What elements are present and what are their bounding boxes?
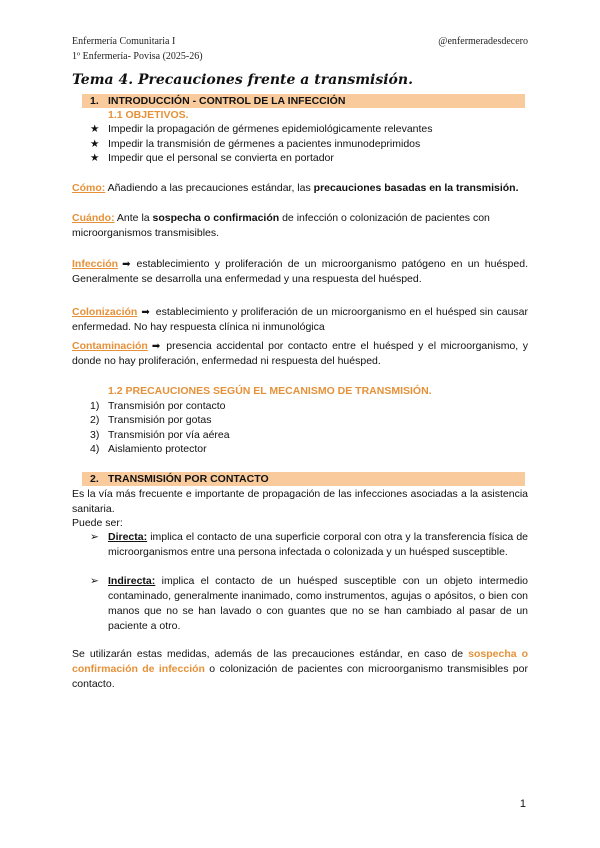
infeccion-paragraph: Infección ➡ establecimiento y proliferación de un microorganismo patógeno en un huésped. Generalmente se desarrolla una enfermedad y una respuesta del huésped. — [72, 258, 528, 285]
chevron-bullet-icon: ➢ — [90, 531, 99, 543]
star-bullet-icon: ★ — [90, 152, 100, 164]
list-number: 2) — [90, 414, 100, 426]
section-1-heading: INTRODUCCIÓN - CONTROL DE LA INFECCIÓN — [108, 95, 346, 107]
section-2-heading: TRANSMISIÓN POR CONTACTO — [108, 473, 269, 485]
right-arrow-icon: ➡ — [141, 307, 150, 318]
objective-item: ★ Impedir que el personal se convierta en portador — [90, 152, 334, 164]
objective-item: ★ Impedir la transmisión de gérmenes a pacientes inmunodeprimidos — [90, 138, 421, 150]
cuando-paragraph: Cuándo: Ante la sospecha o confirmación de infección o colonización de pacientes con microorganismos transmisibles. — [72, 212, 490, 239]
section-1-number: 1. — [90, 95, 99, 107]
subsection-1-2-heading: 1.2 PRECAUCIONES SEGÚN EL MECANISMO DE TRANSMISIÓN. — [108, 385, 432, 397]
header-course: Enfermería Comunitaria I — [72, 36, 176, 47]
star-bullet-icon: ★ — [90, 138, 100, 150]
chevron-bullet-icon: ➢ — [90, 575, 99, 587]
indirecta-paragraph: Indirecta: implica el contacto de un huésped susceptible con un objeto intermedio contaminado, generalmente inanimado, como instrumentos, agujas o apósitos, o bien con manos que no se han lavado o con guantes que no se han cambiado al pasar de un paciente a otro. — [108, 575, 528, 632]
right-arrow-icon: ➡ — [122, 259, 131, 270]
page-title: Tema 4. Precauciones frente a transmisión. — [72, 72, 413, 88]
contaminacion-paragraph: Contaminación ➡ presencia accidental por contacto entre el huésped y el microorganismo, y donde no hay proliferación, enfermedad ni respuesta del huésped. — [72, 340, 528, 367]
list-number: 4) — [90, 443, 100, 455]
directa-paragraph: Directa: implica el contacto de una superficie corporal con otra y la transferencia física de microorganismos entre una persona infectada o colonizada y un huésped susceptible. — [108, 531, 528, 558]
subsection-1-1-heading: 1.1 OBJETIVOS. — [108, 109, 189, 121]
header-handle: @enfermeradesdecero — [438, 36, 528, 47]
closing-paragraph: Se utilizarán estas medidas, además de las precauciones estándar, en caso de sospecha o confirmación de infección o colonización de pacientes con microorganismo transmisibles por contacto. — [72, 648, 528, 690]
section-2-number: 2. — [90, 473, 99, 485]
right-arrow-icon: ➡ — [151, 341, 161, 352]
page-number: 1 — [519, 798, 526, 810]
colonizacion-paragraph: Colonización ➡ establecimiento y proliferación de un microorganismo en el huésped sin causar enfermedad. No hay respuesta clínica ni inmunológica — [72, 306, 528, 333]
objective-item: ★ Impedir la propagación de gérmenes epidemiológicamente relevantes — [90, 123, 433, 135]
contact-intro-paragraph: Es la vía más frecuente e importante de propagación de las infecciones asociadas a la asistencia sanitaria. — [72, 488, 528, 515]
list-item: Transmisión por contacto — [108, 400, 226, 412]
list-number: 3) — [90, 429, 100, 441]
puede-ser-label: Puede ser: — [72, 517, 123, 529]
header-group: 1º Enfermería- Povisa (2025-26) — [72, 51, 203, 62]
star-bullet-icon: ★ — [90, 123, 100, 135]
list-number: 1) — [90, 400, 100, 412]
list-item: Transmisión por gotas — [108, 414, 212, 426]
como-paragraph: Cómo: Añadiendo a las precauciones estándar, las precauciones basadas en la transmisión. — [72, 182, 519, 194]
list-item: Transmisión por vía aérea — [108, 429, 230, 441]
list-item: Aislamiento protector — [108, 443, 207, 455]
